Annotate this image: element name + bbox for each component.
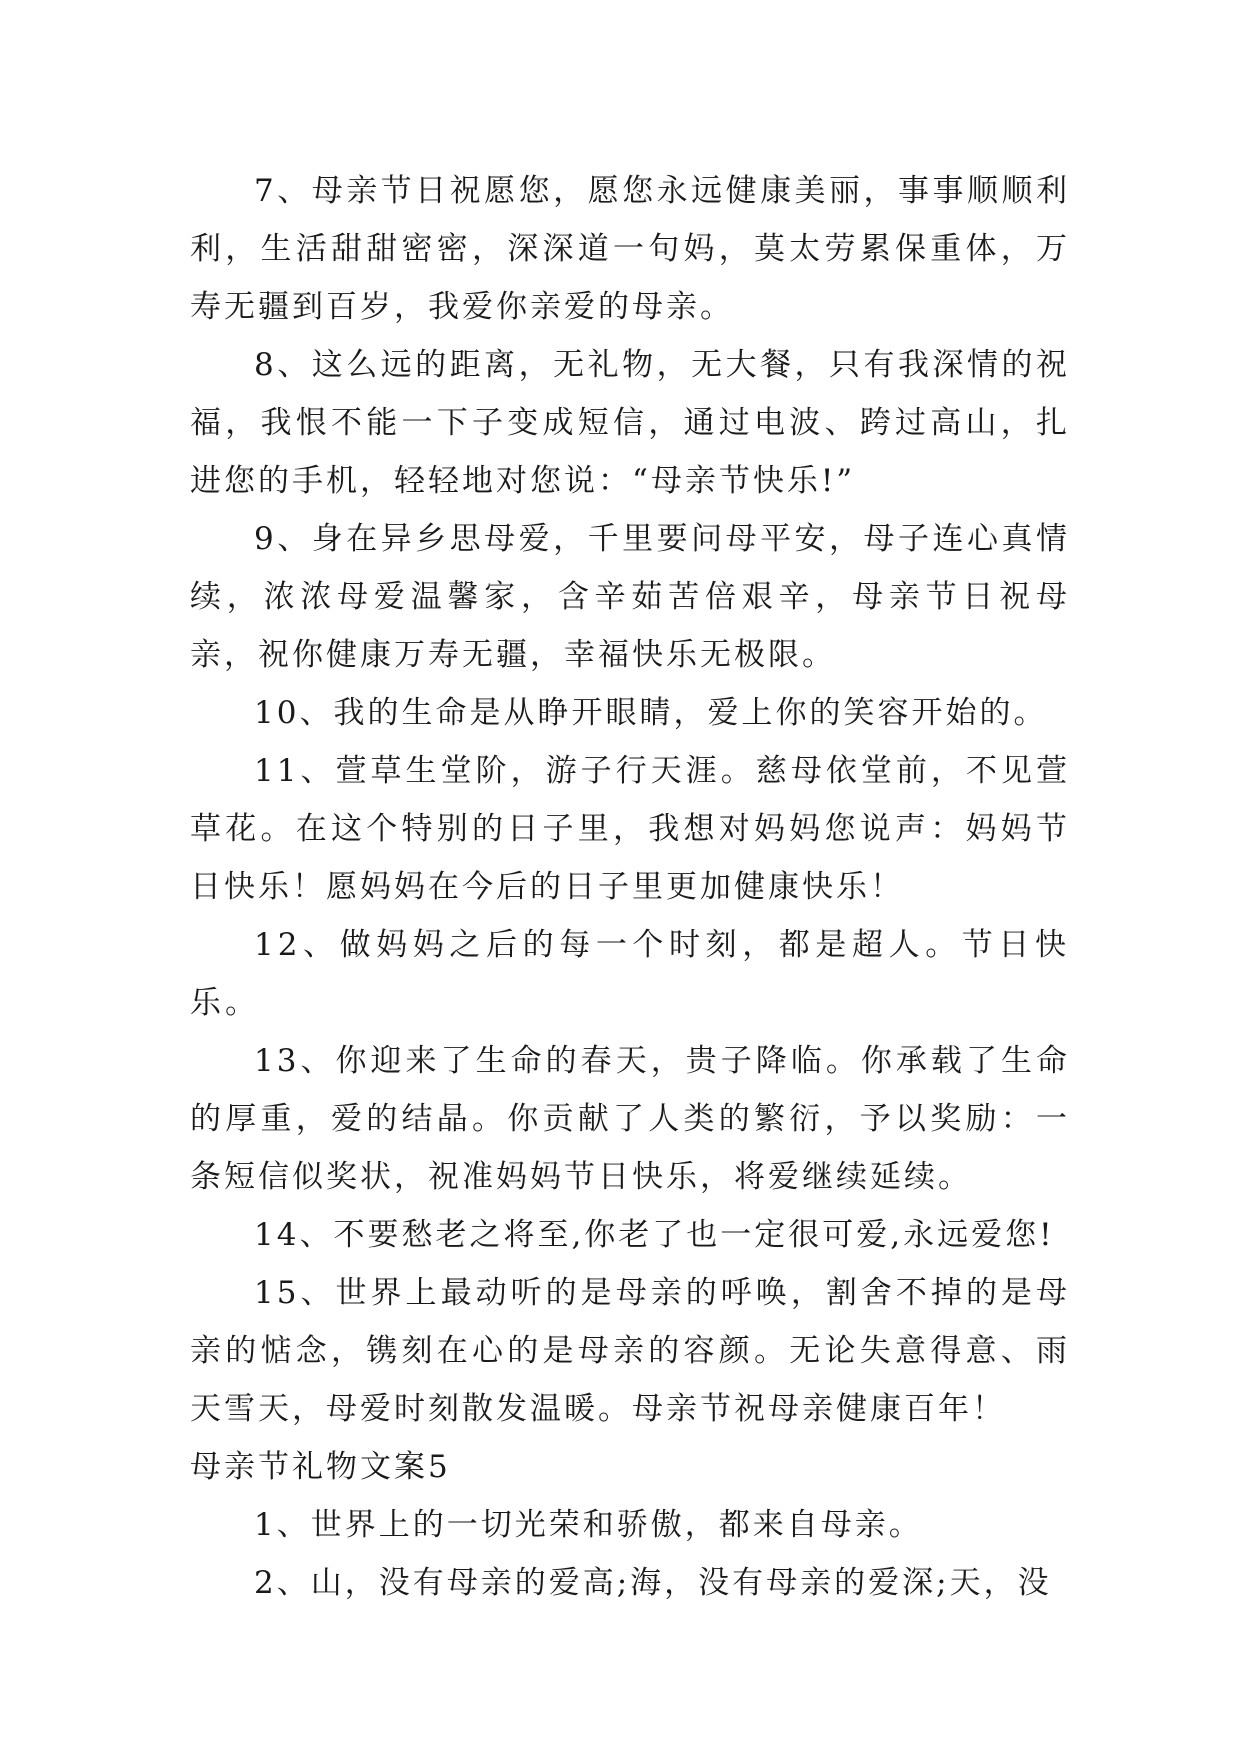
paragraph-13: 13、你迎来了生命的春天，贵子降临。你承载了生命的厚重，爱的结晶。你贡献了人类的繁衍，予以奖励：一条短信似奖状，祝准妈妈节日快乐，将爱继续延续。 <box>190 1043 1070 1195</box>
paragraph-10: 10、我的生命是从睁开眼睛，爱上你的笑容开始的。 <box>254 695 1048 731</box>
paragraph-8: 8、这么远的距离，无礼物，无大餐，只有我深情的祝福，我恨不能一下子变成短信，通过电波、跨过高山，扎进您的手机，轻轻地对您说：“母亲节快乐!” <box>190 347 1070 499</box>
document-body <box>190 162 1070 1612</box>
paragraph-11: 11、萱草生堂阶，游子行天涯。慈母依堂前，不见萱草花。在这个特别的日子里，我想对妈妈您说声：妈妈节日快乐！愿妈妈在今后的日子里更加健康快乐！ <box>190 753 1070 905</box>
paragraph-15: 15、世界上最动听的是母亲的呼唤，割舍不掉的是母亲的惦念，镌刻在心的是母亲的容颜。无论失意得意、雨天雪天，母爱时刻散发温暖。母亲节祝母亲健康百年！ <box>190 1275 1070 1427</box>
paragraph-s5-1: 1、世界上的一切光荣和骄傲，都来自母亲。 <box>254 1507 923 1543</box>
paragraph-9: 9、身在异乡思母爱，千里要问母平安，母子连心真情续，浓浓母爱温馨家，含辛茹苦倍艰辛，母亲节日祝母亲，祝你健康万寿无疆，幸福快乐无极限。 <box>190 521 1070 673</box>
paragraph-12: 12、做妈妈之后的每一个时刻，都是超人。节日快乐。 <box>190 927 1070 1021</box>
paragraph-14: 14、不要愁老之将至,你老了也一定很可爱,永远爱您! <box>254 1217 1055 1253</box>
paragraph-7: 7、母亲节日祝愿您，愿您永远健康美丽，事事顺顺利利，生活甜甜密密，深深道一句妈，莫太劳累保重体，万寿无疆到百岁，我爱你亲爱的母亲。 <box>190 173 1070 325</box>
section-heading: 母亲节礼物文案5 <box>190 1449 451 1485</box>
paragraph-s5-2: 2、山，没有母亲的爱高;海，没有母亲的爱深;天，没 <box>254 1565 1052 1601</box>
